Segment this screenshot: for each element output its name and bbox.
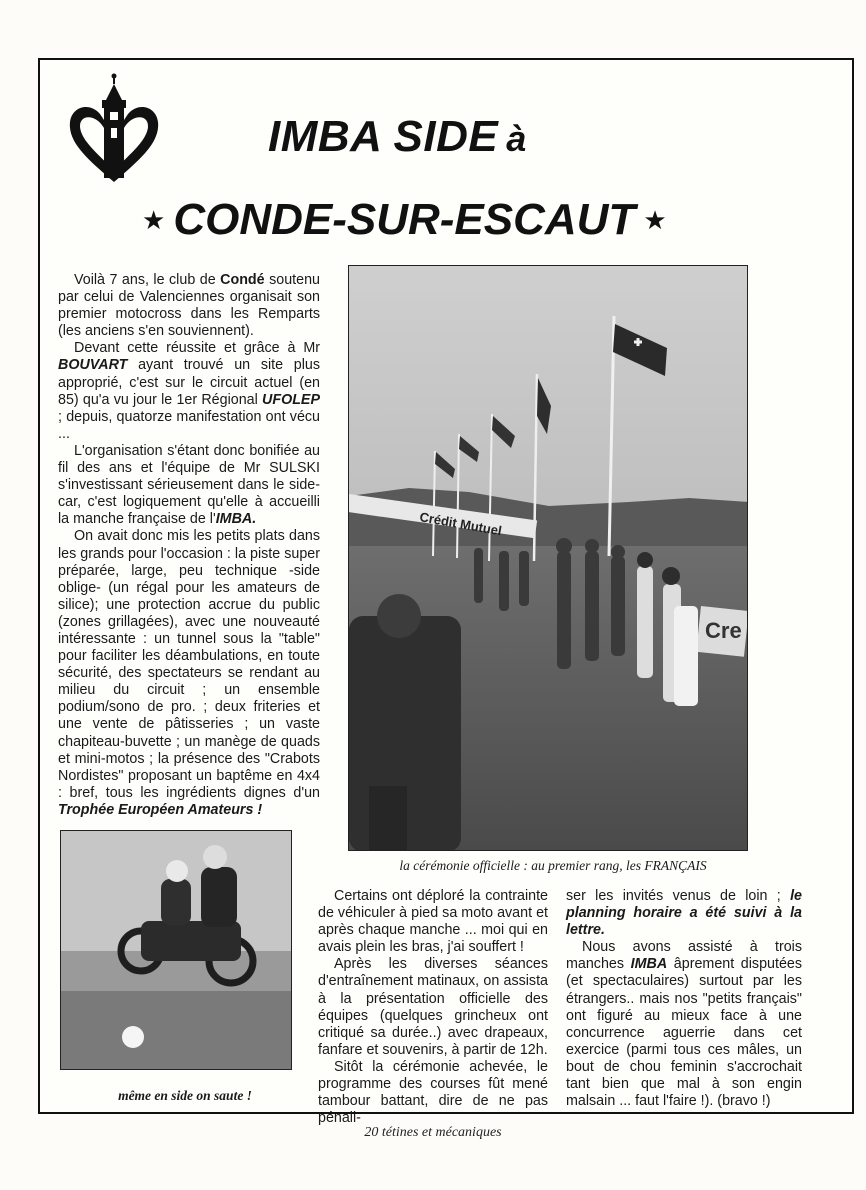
heart-tower-emblem-icon xyxy=(66,70,162,188)
article-column-2 xyxy=(318,888,548,1127)
article-column-1 xyxy=(58,272,320,819)
headline-line-2 xyxy=(142,190,667,250)
bold-italic-text: IMBA xyxy=(630,956,668,973)
article-column-3 xyxy=(566,888,802,1110)
bold-italic-text: UFOLEP xyxy=(262,391,320,408)
sidecar-jump-caption: même en side on saute ! xyxy=(118,1088,252,1103)
star-icon: ★ xyxy=(643,205,667,235)
paragraph: L'organisation s'étant donc bonifiée au fil des ans et l'équipe de Mr SULSKI s'investissant sérieusement dans le side-car, c'est logiquement qu'elle à accueilli la manche française de l'IMBA. xyxy=(58,442,320,528)
ceremony-caption: la cérémonie officielle : au premier rang, les FRANÇAIS xyxy=(399,858,707,873)
star-icon: ★ xyxy=(142,205,166,235)
paragraph: Certains ont déploré la contrainte de véhiculer à pied sa moto avant et après chaque manche ... moi qui en avais plein les bras, j'ai souffert ! xyxy=(318,888,548,956)
bold-italic-text: Trophée Européen Amateurs ! xyxy=(58,801,263,818)
bold-italic-text: le planning horaire a été suivi à la lettre. xyxy=(566,888,802,939)
headline-imba-side: IMBA SIDE xyxy=(268,112,499,161)
bold-text: Condé xyxy=(220,272,265,288)
ceremony-photo-graphic xyxy=(349,266,748,851)
sidecar-jump-photo xyxy=(60,830,292,1070)
paragraph: Voilà 7 ans, le club de Condé soutenu par celui de Valenciennes organisait son premier motocross dans les Remparts (les anciens s'en souviennent). xyxy=(58,272,320,340)
banner-text: Crédit Mutuel xyxy=(418,509,503,539)
paragraph: Sitôt la cérémonie achevée, le programme des courses fût mené tambour battant, dire de ne pas pénali- xyxy=(318,1058,548,1127)
headline-a: à xyxy=(506,118,527,159)
banner-text-right: Cre xyxy=(705,618,742,643)
ceremony-photo xyxy=(348,265,748,851)
paragraph: Après les diverses séances d'entraînement matinaux, on assista à la présentation officielle des équipes (quelques grincheux ont critiqué sa durée..) avec drapeaux, fanfare et souvenirs, à partir de 12h. xyxy=(318,956,548,1058)
headline-conde: CONDE-SUR-ESCAUT xyxy=(173,195,636,244)
paragraph: Nous avons assisté à trois manches IMBA âprement disputées (et spectaculaires) surtout par les étrangers.. mais nos "petits français" ont figuré au mieux face à une concurrence aguerrie dans cet exercice (parmi tous ces mâles, un bout de chou feminin s'accrochait tant bien que mal à son engin malsain ... faut l'faire !). (bravo !) xyxy=(566,939,803,1110)
paragraph: Devant cette réussite et grâce à Mr BOUVART ayant trouvé un site plus approprié, c'est sur le circuit actuel (en 85) qu'a vu jour le 1er Régional UFOLEP ; depuis, quatorze manifestation ont vécu ... xyxy=(58,340,320,442)
sidecar-jump-graphic xyxy=(61,831,292,1070)
page-footer: 20 tétines et mécaniques xyxy=(364,1125,502,1140)
bold-italic-text: BOUVART xyxy=(58,357,128,374)
paragraph: ser les invités venus de loin ; le planning horaire a été suivi à la lettre. xyxy=(566,888,802,939)
paragraph: On avait donc mis les petits plats dans les grands pour l'occasion : la piste super préparée, large, peu technique -side oblige- (un régal pour les amateurs de silice); une protection accrue du public (zones grillagées), avec une nouveauté intéressante : un tunnel sous la "table" pour faciliter les déambulations, en toute sécurité, des spectateurs se rendant au milieu du circuit ; un ensemble podium/sono de pro. ; deux friteries et une vente de pâtisseries ; un vaste chapiteau-buvette ; un manège de quads et mini-motos ; la présence des "Crabots Nordistes" proposant un baptême en 4x4 : bref, tous les ingrédients dignes d'un Trophée Européen Amateurs ! xyxy=(58,528,320,818)
headline-line-1 xyxy=(268,112,527,162)
bold-italic-text: IMBA. xyxy=(215,511,257,528)
